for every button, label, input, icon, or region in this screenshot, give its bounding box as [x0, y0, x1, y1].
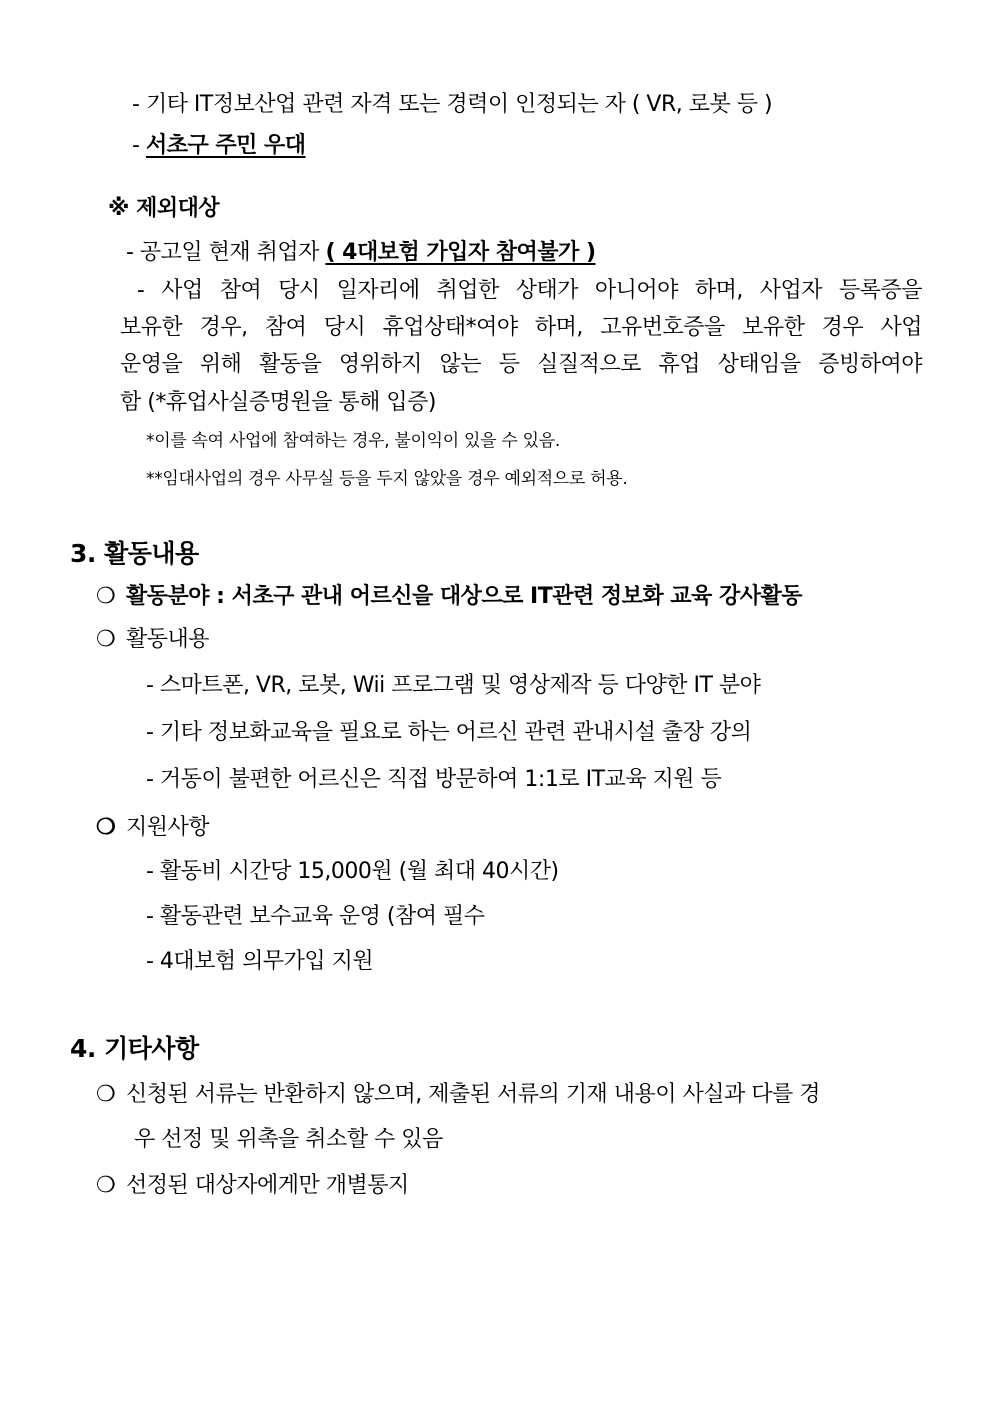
- reference-mark-icon: ※: [108, 196, 129, 221]
- exclusions-title: [108, 194, 219, 224]
- other-item-1-continuation: 우 선정 및 위촉을 취소할 수 있음: [134, 1127, 443, 1152]
- exclusion-item-business-line-1: - 사업 참여 당시 일자리에 취업한 상태가 아니어야 하며, 사업자 등록증을: [120, 278, 922, 303]
- qualification-item-it-experience: [132, 90, 772, 120]
- circle-bullet-icon: ❍: [96, 584, 116, 609]
- qualification-text: 기타 IT정보산업 관련 자격 또는 경력이 인정되는 자 ( VR, 로봇 등 ): [145, 92, 773, 117]
- exclusions-title-text: 제외대상: [136, 196, 220, 221]
- circle-bullet-icon: ❍: [96, 1173, 116, 1198]
- dash-bullet: -: [132, 133, 146, 158]
- other-item-1-line-1: 신청된 서류는 반환하지 않으며, 제출된 서류의 기재 내용이 사실과 다를 경: [126, 1082, 820, 1107]
- exclusion-emphasis: ( 4대보험 가입자 참여불가 ): [325, 240, 596, 265]
- qualification-text-underlined: 서초구 주민 우대: [145, 133, 306, 158]
- dash-bullet: -: [132, 92, 146, 117]
- exclusion-note-2: **임대사업의 경우 사무실 등을 두지 않았을 경우 예외적으로 허용.: [146, 469, 628, 489]
- exclusion-text: - 공고일 현재 취업자: [126, 240, 326, 265]
- section-3-heading: 3. 활동내용: [70, 539, 199, 568]
- activity-content-item-3: - 거동이 불편한 어르신은 직접 방문하여 1:1로 IT교육 지원 등: [146, 767, 722, 792]
- support-item-2: - 활동관련 보수교육 운영 (참여 필수: [146, 904, 485, 929]
- support-label: [96, 812, 209, 843]
- exclusion-item-business-line-2: 보유한 경우, 참여 당시 휴업상태*여야 하며, 고유번호증을 보유한 경우 사업: [120, 315, 922, 340]
- other-item-1: [96, 1080, 922, 1110]
- support-item-3: - 4대보험 의무가입 지원: [146, 949, 374, 974]
- support-label-text: 지원사항: [126, 815, 210, 840]
- activity-content-text: 활동내용: [126, 627, 210, 652]
- circle-bullet-icon: ❍: [96, 814, 116, 840]
- section-4-heading: 4. 기타사항: [70, 1034, 199, 1063]
- exclusion-item-employed: [126, 238, 596, 268]
- qualification-item-seocho-preference: [132, 131, 306, 161]
- circle-bullet-icon: ❍: [96, 627, 116, 652]
- circle-bullet-icon: ❍: [96, 1082, 116, 1107]
- activity-content-item-1: - 스마트폰, VR, 로봇, Wii 프로그램 및 영상제작 등 다양한 IT 분야: [146, 673, 761, 698]
- activity-field: [96, 582, 802, 612]
- support-item-1: - 활동비 시간당 15,000원 (월 최대 40시간): [146, 859, 559, 884]
- exclusion-note-1: *이를 속여 사업에 참여하는 경우, 불이익이 있을 수 있음.: [146, 431, 560, 451]
- exclusion-item-business-line-4: 함 (*휴업사실증명원을 통해 입증): [120, 390, 436, 415]
- exclusion-item-business-line-3: 운영을 위해 활동을 영위하지 않는 등 실질적으로 휴업 상태임을 증빙하여야: [120, 352, 922, 377]
- other-item-2: [96, 1171, 409, 1201]
- activity-field-text: 활동분야 : 서초구 관내 어르신을 대상으로 IT관련 정보화 교육 강사활동: [126, 584, 802, 609]
- other-item-2-text: 선정된 대상자에게만 개별통지: [126, 1173, 409, 1198]
- activity-content-item-2: - 기타 정보화교육을 필요로 하는 어르신 관련 관내시설 출장 강의: [146, 720, 752, 745]
- activity-content-label: [96, 625, 209, 655]
